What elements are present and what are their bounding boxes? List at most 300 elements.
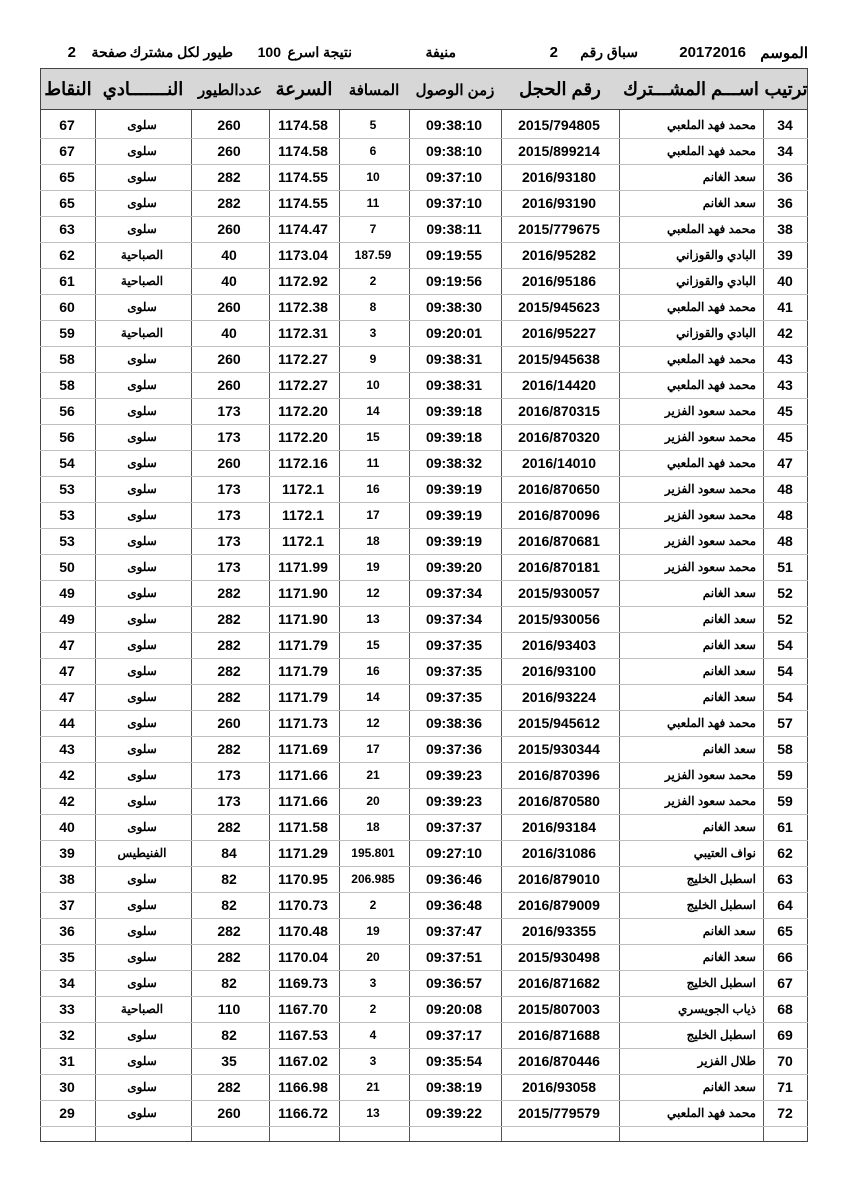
cell-points: 43: [59, 741, 75, 757]
cell-rank: 71: [777, 1079, 793, 1095]
table-row: [40, 138, 808, 165]
cell-points: 32: [59, 1027, 75, 1043]
cell-birds: 173: [217, 481, 241, 497]
cell-ring: 2016/93184: [522, 819, 596, 835]
cell-member: محمد فهد الملعبي: [667, 716, 756, 730]
cell-speed: 1172.92: [278, 273, 328, 289]
cell-ring: 2015/930498: [518, 949, 600, 965]
cell-member: محمد سعود الفزير: [664, 534, 756, 548]
cell-speed: 1171.79: [278, 663, 328, 679]
cell-member: البادي والقوزاني: [676, 274, 756, 288]
header-arrival: زمن الوصول: [415, 81, 495, 99]
cell-arrival: 09:19:55: [425, 247, 483, 263]
cell-ring: 2016/871688: [518, 1027, 600, 1043]
cell-arrival: 09:37:35: [425, 637, 483, 653]
cell-member: طلال الفزير: [697, 1054, 756, 1068]
cell-distance: 4: [369, 1028, 377, 1042]
cell-speed: 1171.66: [278, 793, 328, 809]
cell-member: محمد سعود الفزير: [664, 404, 756, 418]
cell-rank: 39: [777, 247, 793, 263]
cell-ring: 2016/871682: [518, 975, 600, 991]
cell-distance: 21: [366, 768, 380, 782]
cell-speed: 1171.79: [278, 689, 328, 705]
cell-points: 53: [59, 507, 75, 523]
cell-arrival: 09:38:31: [425, 377, 483, 393]
cell-points: 67: [59, 143, 75, 159]
table-row: [40, 112, 808, 139]
table-row: [40, 528, 808, 555]
cell-club: سلوى: [127, 820, 157, 834]
header-member: اســـم المشـــترك: [623, 79, 759, 99]
cell-rank: 45: [777, 429, 793, 445]
race-label: سباق رقم: [580, 44, 638, 60]
cell-distance: 10: [366, 170, 380, 184]
cell-distance: 7: [369, 222, 377, 236]
table-row: [40, 398, 808, 425]
cell-points: 58: [59, 351, 75, 367]
cell-ring: 2016/95227: [522, 325, 596, 341]
cell-member: سعد الغانم: [702, 196, 756, 210]
cell-member: اسطبل الخليج: [686, 976, 756, 990]
cell-points: 30: [59, 1079, 75, 1095]
report-header: [40, 44, 808, 64]
table-row: [40, 840, 808, 867]
season-value: 20172016: [679, 44, 746, 61]
cell-distance: 3: [369, 326, 377, 340]
cell-points: 47: [59, 637, 75, 653]
cell-ring: 2016/870650: [518, 481, 600, 497]
cell-ring: 2015/930344: [518, 741, 600, 757]
cell-distance: 16: [366, 664, 380, 678]
cell-distance: 16: [366, 482, 380, 496]
cell-points: 47: [59, 689, 75, 705]
cell-points: 58: [59, 377, 75, 393]
cell-rank: 67: [777, 975, 793, 991]
table-row: [40, 476, 808, 503]
cell-speed: 1172.1: [281, 481, 325, 497]
cell-distance: 19: [366, 924, 380, 938]
cell-distance: 21: [366, 1080, 380, 1094]
cell-ring: 2015/945623: [518, 299, 600, 315]
table-row: [40, 710, 808, 737]
cell-points: 31: [59, 1053, 75, 1069]
cell-speed: 1174.58: [278, 117, 328, 133]
cell-distance: 11: [366, 456, 380, 470]
cell-member: محمد سعود الفزير: [664, 560, 756, 574]
cell-rank: 40: [777, 273, 793, 289]
cell-member: محمد فهد الملعبي: [667, 378, 756, 392]
cell-member: اسطبل الخليج: [686, 872, 756, 886]
cell-arrival: 09:37:34: [425, 611, 483, 627]
cell-arrival: 09:37:47: [425, 923, 483, 939]
cell-ring: 2016/870096: [518, 507, 600, 523]
cell-member: ذياب الجويسري: [678, 1002, 756, 1016]
cell-birds: 40: [221, 247, 237, 263]
cell-rank: 65: [777, 923, 793, 939]
cell-arrival: 09:37:37: [425, 819, 483, 835]
cell-speed: 1167.02: [278, 1053, 328, 1069]
cell-ring: 2016/95282: [522, 247, 596, 263]
cell-birds: 260: [217, 351, 241, 367]
cell-points: 61: [59, 273, 75, 289]
cell-ring: 2015/794805: [518, 117, 600, 133]
table-row: [40, 268, 808, 295]
cell-speed: 1174.47: [278, 221, 328, 237]
table-row: [40, 996, 808, 1023]
cell-club: سلوى: [127, 482, 157, 496]
cell-arrival: 09:37:17: [425, 1027, 483, 1043]
header-speed: السرعة: [275, 79, 333, 99]
cell-rank: 72: [777, 1105, 793, 1121]
cell-birds: 282: [217, 195, 241, 211]
cell-arrival: 09:39:23: [425, 767, 483, 783]
cell-birds: 82: [221, 975, 237, 991]
cell-club: سلوى: [127, 404, 157, 418]
cell-birds: 173: [217, 767, 241, 783]
cell-club: سلوى: [127, 560, 157, 574]
cell-ring: 2015/899214: [518, 143, 600, 159]
cell-rank: 48: [777, 481, 793, 497]
cell-distance: 19: [366, 560, 380, 574]
table-row: [40, 736, 808, 763]
cell-birds: 282: [217, 1079, 241, 1095]
cell-speed: 1173.04: [278, 247, 328, 263]
table-row: [40, 762, 808, 789]
cell-birds: 173: [217, 429, 241, 445]
cell-club: سلوى: [127, 196, 157, 210]
cell-rank: 36: [777, 169, 793, 185]
table-row: [40, 554, 808, 581]
cell-arrival: 09:20:01: [425, 325, 483, 341]
cell-club: سلوى: [127, 1080, 157, 1094]
cell-member: البادي والقوزاني: [676, 326, 756, 340]
cell-speed: 1171.58: [278, 819, 328, 835]
cell-rank: 63: [777, 871, 793, 887]
cell-rank: 54: [777, 689, 793, 705]
cell-birds: 260: [217, 715, 241, 731]
cell-points: 33: [59, 1001, 75, 1017]
table-row: [40, 944, 808, 971]
table-row: [40, 294, 808, 321]
cell-speed: 1172.27: [278, 351, 328, 367]
table-row: [40, 892, 808, 919]
cell-speed: 1174.58: [278, 143, 328, 159]
table-row: [40, 372, 808, 399]
cell-points: 36: [59, 923, 75, 939]
cell-birds: 282: [217, 637, 241, 653]
cell-points: 47: [59, 663, 75, 679]
cell-club: سلوى: [127, 664, 157, 678]
cell-arrival: 09:38:31: [425, 351, 483, 367]
page-label: صفحة: [91, 44, 127, 60]
cell-birds: 173: [217, 559, 241, 575]
cell-distance: 2: [369, 274, 377, 288]
table-row: [40, 1100, 808, 1127]
cell-rank: 58: [777, 741, 793, 757]
cell-points: 49: [59, 585, 75, 601]
cell-rank: 54: [777, 637, 793, 653]
cell-birds: 282: [217, 819, 241, 835]
cell-speed: 1171.90: [278, 585, 328, 601]
cell-arrival: 09:39:19: [425, 507, 483, 523]
cell-speed: 1171.79: [278, 637, 328, 653]
cell-club: سلوى: [127, 690, 157, 704]
cell-points: 35: [59, 949, 75, 965]
cell-member: البادي والقوزاني: [676, 248, 756, 262]
cell-rank: 59: [777, 767, 793, 783]
cell-club: سلوى: [127, 1054, 157, 1068]
cell-rank: 62: [777, 845, 793, 861]
cell-ring: 2016/14010: [522, 455, 596, 471]
header-rank: ترتيب: [764, 79, 808, 99]
cell-member: نواف العتيبي: [693, 846, 756, 860]
cell-distance: 2: [369, 898, 377, 912]
cell-points: 38: [59, 871, 75, 887]
cell-ring: 2016/93403: [522, 637, 596, 653]
cell-club: سلوى: [127, 144, 157, 158]
cell-points: 34: [59, 975, 75, 991]
cell-points: 54: [59, 455, 75, 471]
cell-arrival: 09:39:18: [425, 403, 483, 419]
cell-birds: 84: [221, 845, 237, 861]
table-header: [40, 68, 808, 110]
cell-speed: 1172.16: [278, 455, 328, 471]
cell-speed: 1166.98: [278, 1079, 328, 1095]
table-row: [40, 320, 808, 347]
cell-ring: 2016/93355: [522, 923, 596, 939]
cell-member: اسطبل الخليج: [686, 1028, 756, 1042]
cell-ring: 2015/945638: [518, 351, 600, 367]
cell-points: 63: [59, 221, 75, 237]
cell-arrival: 09:38:36: [425, 715, 483, 731]
cell-birds: 282: [217, 949, 241, 965]
cell-speed: 1174.55: [278, 195, 328, 211]
cell-ring: 2015/930057: [518, 585, 600, 601]
cell-member: محمد سعود الفزير: [664, 794, 756, 808]
cell-speed: 1172.31: [278, 325, 328, 341]
cell-member: محمد سعود الفزير: [664, 430, 756, 444]
cell-rank: 54: [777, 663, 793, 679]
cell-rank: 38: [777, 221, 793, 237]
cell-arrival: 09:37:10: [425, 195, 483, 211]
cell-birds: 260: [217, 455, 241, 471]
cell-birds: 282: [217, 923, 241, 939]
race-value: 2: [549, 44, 558, 61]
table-row: [40, 1074, 808, 1101]
cell-member: محمد سعود الفزير: [664, 508, 756, 522]
cell-birds: 282: [217, 611, 241, 627]
cell-points: 56: [59, 403, 75, 419]
cell-ring: 2015/779675: [518, 221, 600, 237]
cell-member: محمد فهد الملعبي: [667, 456, 756, 470]
cell-distance: 12: [366, 586, 380, 600]
cell-birds: 260: [217, 1105, 241, 1121]
cell-birds: 282: [217, 585, 241, 601]
cell-rank: 48: [777, 533, 793, 549]
header-points: النقاط: [44, 79, 92, 99]
cell-ring: 2016/870446: [518, 1053, 600, 1069]
cell-ring: 2015/930056: [518, 611, 600, 627]
cell-ring: 2016/14420: [522, 377, 596, 393]
cell-birds: 82: [221, 871, 237, 887]
cell-rank: 69: [777, 1027, 793, 1043]
cell-rank: 64: [777, 897, 793, 913]
cell-arrival: 09:35:54: [425, 1053, 483, 1069]
cell-rank: 42: [777, 325, 793, 341]
cell-birds: 260: [217, 117, 241, 133]
cell-speed: 1170.73: [278, 897, 328, 913]
cell-birds: 260: [217, 377, 241, 393]
cell-arrival: 09:39:22: [425, 1105, 483, 1121]
cell-ring: 2016/93190: [522, 195, 596, 211]
result-label: نتيجة اسرع: [287, 44, 352, 60]
cell-ring: 2015/945612: [518, 715, 600, 731]
cell-birds: 40: [221, 325, 237, 341]
cell-club: سلوى: [127, 794, 157, 808]
cell-member: محمد فهد الملعبي: [667, 300, 756, 314]
cell-points: 67: [59, 117, 75, 133]
cell-points: 39: [59, 845, 75, 861]
cell-rank: 41: [777, 299, 793, 315]
cell-distance: 18: [366, 534, 380, 548]
table-row: [40, 424, 808, 451]
cell-speed: 1171.66: [278, 767, 328, 783]
cell-distance: 8: [369, 300, 377, 314]
cell-club: سلوى: [127, 508, 157, 522]
cell-arrival: 09:38:11: [426, 221, 482, 237]
cell-points: 62: [59, 247, 75, 263]
cell-club: سلوى: [127, 534, 157, 548]
cell-member: سعد الغانم: [702, 586, 756, 600]
cell-club: سلوى: [127, 456, 157, 470]
cell-ring: 2016/95186: [522, 273, 596, 289]
cell-points: 42: [59, 793, 75, 809]
table-row: [40, 632, 808, 659]
cell-distance: 14: [366, 690, 380, 704]
cell-speed: 1174.55: [278, 169, 328, 185]
cell-points: 49: [59, 611, 75, 627]
table-row: [40, 450, 808, 477]
cell-speed: 1172.1: [281, 507, 325, 523]
cell-club: سلوى: [127, 352, 157, 366]
table-row: [40, 580, 808, 607]
cell-arrival: 09:38:30: [425, 299, 483, 315]
cell-arrival: 09:37:35: [425, 663, 483, 679]
cell-speed: 1171.73: [278, 715, 328, 731]
cell-arrival: 09:38:10: [425, 117, 483, 133]
cell-distance: 206.985: [351, 872, 395, 886]
header-club: النـــــــادي: [102, 79, 184, 99]
cell-speed: 1170.95: [278, 871, 328, 887]
cell-ring: 2016/870181: [518, 559, 600, 575]
cell-rank: 34: [777, 143, 793, 159]
cell-ring: 2016/93058: [522, 1079, 596, 1095]
cell-member: محمد سعود الفزير: [664, 482, 756, 496]
cell-arrival: 09:38:10: [425, 143, 483, 159]
cell-member: محمد فهد الملعبي: [667, 352, 756, 366]
cell-club: سلوى: [127, 612, 157, 626]
cell-distance: 15: [366, 638, 380, 652]
cell-rank: 52: [777, 611, 793, 627]
cell-member: سعد الغانم: [702, 638, 756, 652]
table-row: [40, 918, 808, 945]
cell-club: سلوى: [127, 638, 157, 652]
cell-member: سعد الغانم: [702, 924, 756, 938]
cell-distance: 9: [369, 352, 377, 366]
header-ring: رقم الحجل: [519, 79, 601, 99]
table-row: [40, 216, 808, 243]
cell-ring: 2016/870681: [518, 533, 600, 549]
location: منيفة: [425, 44, 456, 60]
cell-arrival: 09:38:19: [425, 1079, 483, 1095]
cell-speed: 1167.70: [278, 1001, 328, 1017]
cell-ring: 2016/93224: [522, 689, 596, 705]
cell-birds: 82: [221, 897, 237, 913]
cell-distance: 20: [366, 950, 380, 964]
cell-arrival: 09:37:36: [425, 741, 483, 757]
cell-speed: 1171.69: [278, 741, 328, 757]
cell-club: سلوى: [127, 430, 157, 444]
cell-club: الصباحية: [120, 274, 164, 288]
cell-club: سلوى: [127, 924, 157, 938]
cell-distance: 20: [366, 794, 380, 808]
cell-rank: 47: [777, 455, 793, 471]
cell-distance: 17: [366, 742, 380, 756]
cell-distance: 13: [366, 1106, 380, 1120]
cell-rank: 61: [777, 819, 793, 835]
cell-birds: 82: [221, 1027, 237, 1043]
cell-birds: 260: [217, 221, 241, 237]
cell-ring: 2016/31086: [522, 845, 596, 861]
cell-speed: 1172.20: [278, 429, 328, 445]
cell-member: سعد الغانم: [702, 950, 756, 964]
cell-distance: 14: [366, 404, 380, 418]
cell-points: 65: [59, 195, 75, 211]
cell-rank: 57: [777, 715, 793, 731]
cell-points: 59: [59, 325, 75, 341]
cell-arrival: 09:37:51: [425, 949, 483, 965]
table-row: [40, 814, 808, 841]
cell-ring: 2016/879009: [518, 897, 600, 913]
table-row: [40, 242, 808, 269]
cell-member: محمد فهد الملعبي: [667, 1106, 756, 1120]
cell-distance: 3: [369, 1054, 377, 1068]
cell-ring: 2016/870315: [518, 403, 600, 419]
table-row: [40, 1022, 808, 1049]
table-row: [40, 190, 808, 217]
cell-club: سلوى: [127, 300, 157, 314]
cell-member: محمد سعود الفزير: [664, 768, 756, 782]
cell-club: سلوى: [127, 222, 157, 236]
cell-club: سلوى: [127, 378, 157, 392]
cell-arrival: 09:36:57: [425, 975, 483, 991]
cell-club: سلوى: [127, 118, 157, 132]
table-row: [40, 346, 808, 373]
cell-ring: 2016/870580: [518, 793, 600, 809]
cell-club: سلوى: [127, 950, 157, 964]
cell-points: 37: [59, 897, 75, 913]
cell-distance: 13: [366, 612, 380, 626]
cell-club: سلوى: [127, 872, 157, 886]
cell-distance: 12: [366, 716, 380, 730]
cell-arrival: 09:37:10: [425, 169, 483, 185]
cell-arrival: 09:27:10: [425, 845, 483, 861]
birds-per-member-label: طيور لكل مشترك: [129, 44, 233, 60]
cell-ring: 2016/93100: [522, 663, 596, 679]
cell-rank: 48: [777, 507, 793, 523]
cell-member: سعد الغانم: [702, 742, 756, 756]
cell-birds: 282: [217, 741, 241, 757]
